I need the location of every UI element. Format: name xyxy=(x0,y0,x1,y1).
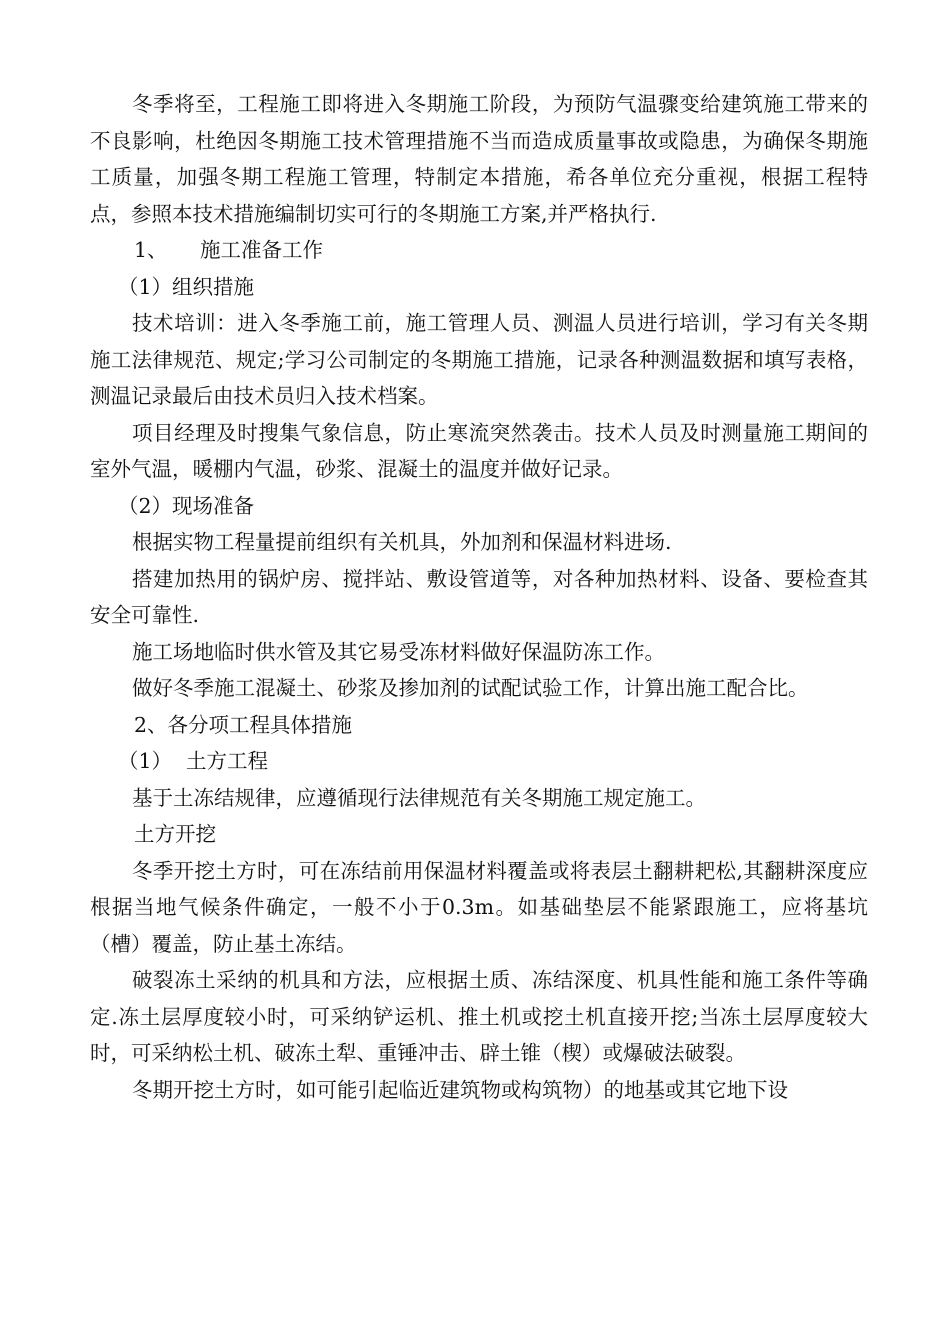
section-number: 1、 xyxy=(134,238,168,262)
paragraph-frozen-soil: 基于土冻结规律，应遵循现行法律规范有关冬期施工规定施工。 xyxy=(132,785,706,810)
paragraph-boiler: 搭建加热用的锅炉房、搅拌站、敷设管道等，对各种加热材料、设备、要检查其安全可靠性. xyxy=(90,566,868,627)
section-heading-2: 2、各分项工程具体措施 xyxy=(134,712,353,737)
intro-paragraph: 冬季将至，工程施工即将进入冬期施工阶段，为预防气温骤变给建筑施工带来的不良影响，杜绝因冬期施工技术管理措施不当而造成质量事故或隐患，为确保冬期施工质量，加强冬期工程施工管理，特制定本措施，希各单位充分重视，根据工程特点，参照本技术措施编制切实可行的冬期施工方案,并严格执行. xyxy=(90,92,868,226)
paragraph-training: 技术培训：进入冬季施工前，施工管理人员、测温人员进行培训，学习有关冬期施工法律规范、规定;学习公司制定的冬期施工措施，记录各种测温数据和填写表格，测温记录最后由技术员归入技术档案。 xyxy=(90,311,868,408)
paragraph-materials: 根据实物工程量提前组织有关机具，外加剂和保温材料进场. xyxy=(132,530,672,554)
subsection-heading-site: （2）现场准备 xyxy=(118,493,255,518)
section-heading-1 xyxy=(90,232,868,269)
paragraph-mix-ratio: 做好冬季施工混凝土、砂浆及掺加剂的试配试验工作，计算出施工配合比。 xyxy=(132,676,809,700)
subsection-heading-earthwork xyxy=(90,743,868,780)
paragraph-water-pipes: 施工场地临时供水管及其它易受冻材料做好保温防冻工作。 xyxy=(132,639,665,664)
paragraph-nearby-buildings: 冬期开挖土方时，如可能引起临近建筑物或构筑物）的地基或其它地下设 xyxy=(132,1077,788,1102)
section-title: 施工准备工作 xyxy=(200,238,323,262)
subsection-heading-organization: （1）组织措施 xyxy=(118,274,255,299)
paragraph-weather: 项目经理及时搜集气象信息，防止寒流突然袭击。技术人员及时测量施工期间的室外气温，暖棚内气温，砂浆、混凝土的温度并做好记录。 xyxy=(90,420,868,481)
subsection-number: （1） xyxy=(118,749,173,773)
document-body xyxy=(90,86,868,1108)
label-excavation: 土方开挖 xyxy=(134,822,216,846)
subsection-title: 土方工程 xyxy=(186,749,269,773)
paragraph-breaking: 破裂冻土采纳的机具和方法，应根据土质、冻结深度、机具性能和施工条件等确定.冻土层厚度较小时，可采纳铲运机、推土机或挖土机直接开挖;当冻土层厚度较大时，可采纳松土机、破冻土犁、重锤冲击、辟土锥（楔）或爆破法破裂。 xyxy=(90,968,868,1065)
paragraph-excavation: 冬季开挖土方时，可在冻结前用保温材料覆盖或将表层土翻耕耙松,其翻耕深度应根据当地气候条件确定，一般不小于0.3m。如基础垫层不能紧跟施工，应将基坑（槽）覆盖，防止基土冻结。 xyxy=(90,858,868,956)
